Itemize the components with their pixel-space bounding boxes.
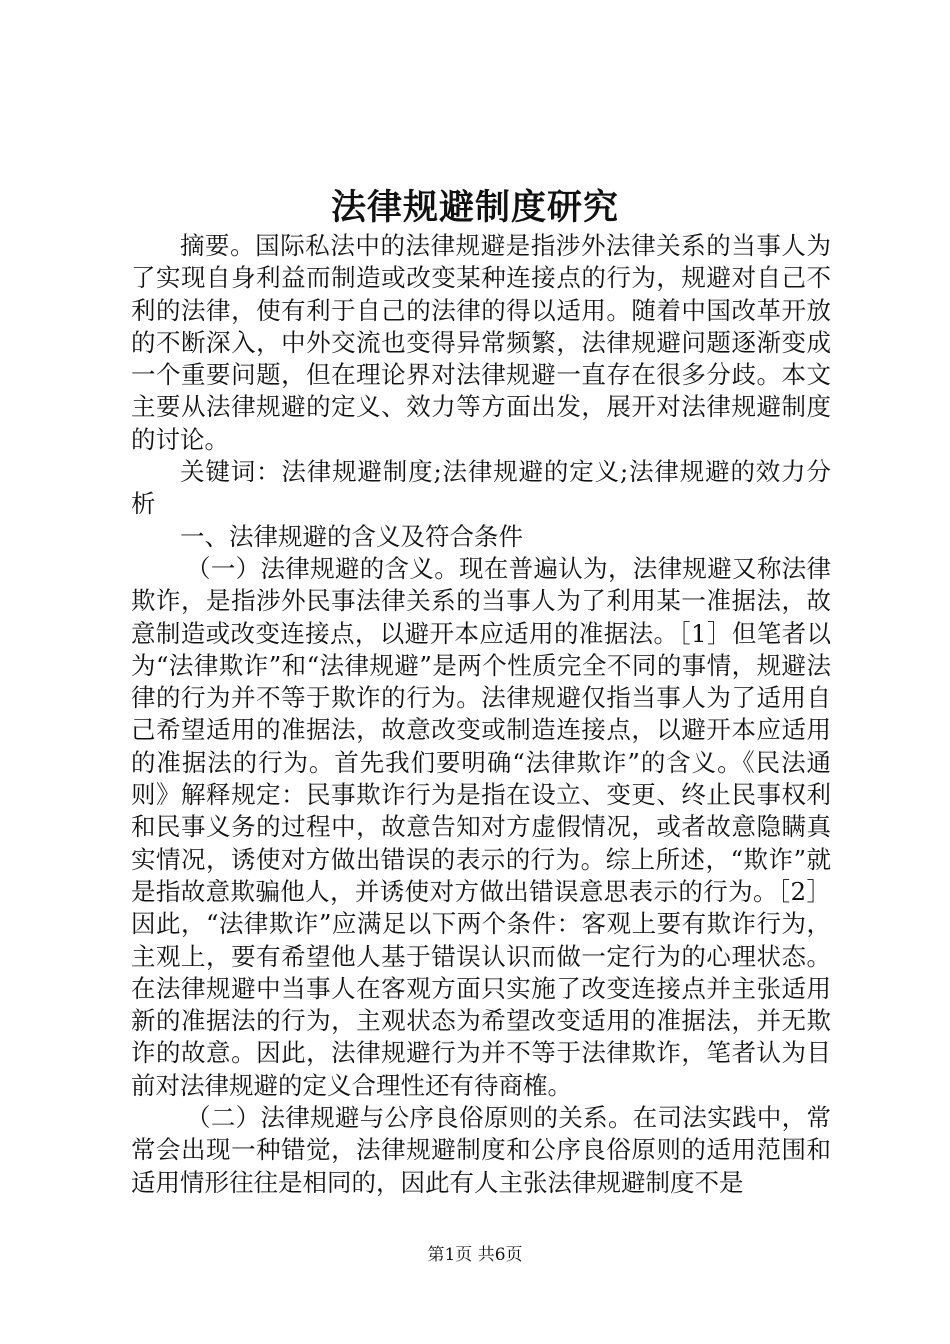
section-heading: 一、法律规避的含义及符合条件 xyxy=(180,521,523,551)
abstract-paragraph: 摘要。国际私法中的法律规避是指涉外法律关系的当事人为了实现自身利益而制造或改变某种连接点的行为，规避对自己不利的法律，使有利于自己的法律的得以适用。随着中国改革开放的不断深入，中外交流也变得异常频繁，法律规避问题逐渐变成一个重要问题，但在理论界对法律规避一直存在很多分歧。本文主要从法律规避的定义、效力等方面出发，展开对法律规避制度的讨论。 xyxy=(131,231,831,454)
page-footer: 第1页 共6页 xyxy=(427,1245,523,1265)
body-paragraph: （二）法律规避与公序良俗原则的关系。在司法实践中，常常会出现一种错觉，法律规避制度和公序良俗原则的适用范围和适用情形往往是相同的，因此有人主张法律规避制度不是 xyxy=(131,1103,831,1197)
document-title: 法律规避制度研究 xyxy=(330,187,619,228)
body-paragraph: （一）法律规避的含义。现在普遍认为，法律规避又称法律欺诈，是指涉外民事法律关系的当事人为了利用某一准据法，故意制造或改变连接点，以避开本应适用的准据法。［1］但笔者以为“法律欺诈”和“法律规避”是两个性质完全不同的事情，规避法律的行为并不等于欺诈的行为。法律规避仅指当事人为了适用自己希望适用的准据法，故意改变或制造连接点，以避开本应适用的准据法的行为。首先我们要明确“法律欺诈”的含义。《民法通则》解释规定：民事欺诈行为是指在设立、变更、终止民事权利和民事义务的过程中，故意告知对方虚假情况，或者故意隐瞒真实情况，诱使对方做出错误的表示的行为。综上所述，“欺诈”就是指故意欺骗他人，并诱使对方做出错误意思表示的行为。［2］因此，“法律欺诈”应满足以下两个条件：客观上要有欺诈行为，主观上，要有希望他人基于错误认识而做一定行为的心理状态。在法律规避中当事人在客观方面只实施了改变连接点并主张适用新的准据法的行为，主观状态为希望改变适用的准据法，并无欺诈的故意。因此，法律规避行为并不等于法律欺诈，笔者认为目前对法律规避的定义合理性还有待商榷。 xyxy=(131,553,831,1100)
keywords-paragraph: 关键词：法律规避制度;法律规避的定义;法律规避的效力分析 xyxy=(131,457,831,519)
document-body xyxy=(131,230,831,1199)
